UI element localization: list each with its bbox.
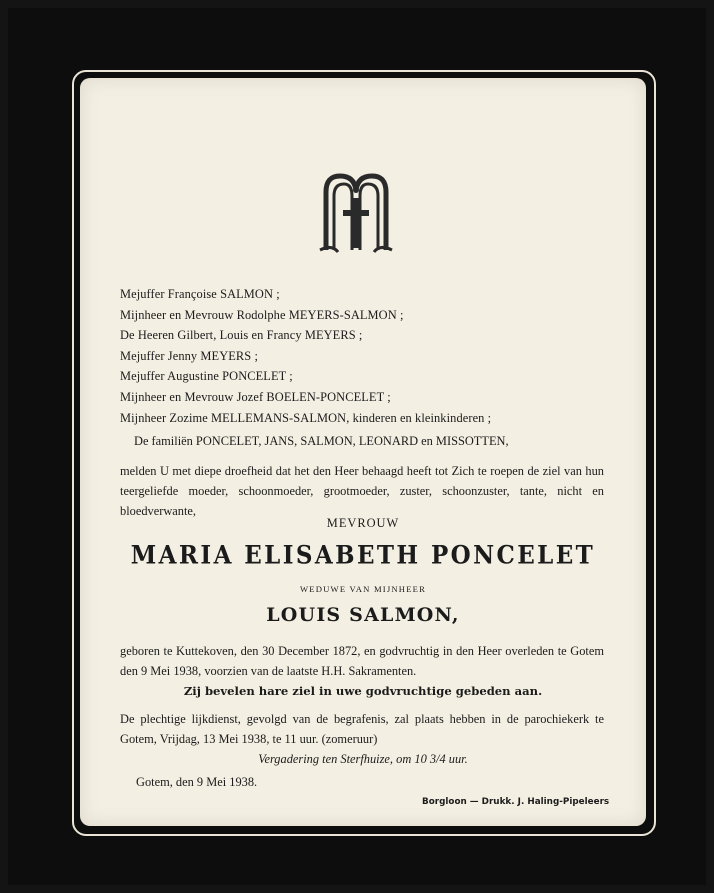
place-date: Gotem, den 9 Mei 1938. (136, 775, 258, 789)
printer-credit: Borgloon — Drukk. J. Haling-Pipeleers (422, 797, 610, 807)
honorific: MEVROUW (326, 516, 400, 530)
birth-death-text: geboren te Kuttekoven, den 30 December 1872, en godvruchtig in den Heer overleden te Gotem den 9 Mei 1938, voorzien van de laatste H.H. Sakramenten. (120, 644, 604, 678)
mourner-line: Mejuffer Jenny MEYERS ; (120, 348, 259, 363)
gathering-note: Vergadering ten Sterfhuize, om 10 3/4 uur. (258, 752, 468, 766)
mourning-card-border (8, 8, 706, 885)
mourner-line: Mejuffer Augustine PONCELET ; (120, 369, 293, 384)
mourning-card (80, 78, 646, 826)
announcement-text: melden U met diepe droefheid dat het den Heer behaagd heeft tot Zich te roepen de ziel van hun teergeliefde moeder, schoonmoeder, grootmoeder, zuster, schoonzuster, tante, nicht en bloedverwante, (120, 464, 604, 518)
mourners-list (120, 284, 620, 428)
mourner-line: Mejuffer Françoise SALMON ; (120, 287, 280, 301)
prayer-request: Zij bevelen hare ziel in uwe godvruchtige gebeden aan. (183, 684, 543, 698)
widow-of-label: WEDUWE VAN MIJNHEER (299, 584, 427, 594)
mourner-line: De Heeren Gilbert, Louis en Francy MEYERS ; (120, 328, 363, 343)
deceased-name: MARIA ELISABETH PONCELET (130, 540, 596, 571)
mary-monogram-cross-icon (318, 170, 394, 256)
mourner-line: Mijnheer Zozime MELLEMANS-SALMON, kinderen en kleinkinderen ; (120, 410, 492, 425)
families-line: De familiën PONCELET, JANS, SALMON, LEONARD en MISSOTTEN, (134, 434, 509, 448)
mourner-line: Mijnheer en Mevrouw Jozef BOELEN-PONCELET ; (120, 389, 391, 404)
funeral-details: De plechtige lijkdienst, gevolgd van de begrafenis, zal plaats hebben in de parochiekerk te Gotem, Vrijdag, 13 Mei 1938, te 11 uur. (zomeruur) (120, 712, 604, 746)
mourner-line: Mijnheer en Mevrouw Rodolphe MEYERS-SALMON ; (120, 307, 404, 322)
husband-name: LOUIS SALMON, (266, 604, 460, 626)
